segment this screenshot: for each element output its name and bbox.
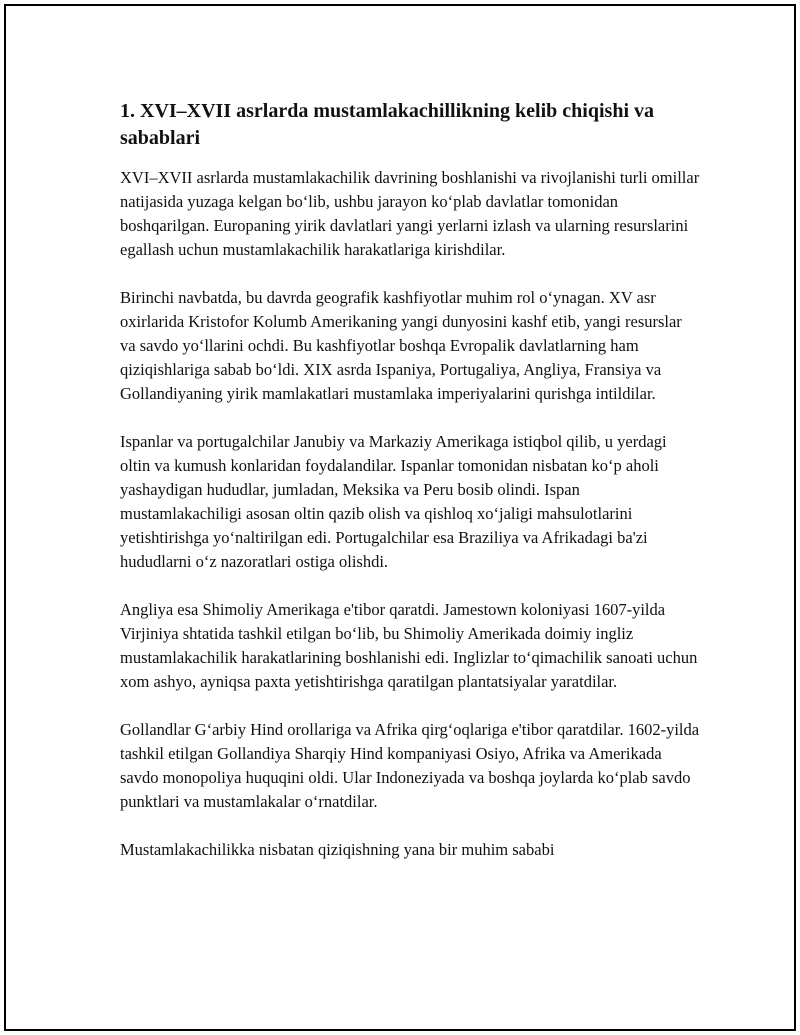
document-page	[4, 4, 796, 1031]
paragraph-6: Mustamlakachilikka nisbatan qiziqishning yana bir muhim sababi	[120, 840, 555, 859]
paragraph-1: XVI–XVII asrlarda mustamlakachilik davrining boshlanishi va rivojlanishi turli omillar natijasida yuzaga kelgan bo‘lib, ushbu jarayon ko‘plab davlatlar tomonidan boshqarilgan. Europaning yirik davlatlari yangi yerlarni izlash va ularning resurslarini egallash uchun mustamlakachilik harakatlariga kirishdilar.	[120, 168, 700, 259]
paragraph-4: Angliya esa Shimoliy Amerikaga e'tibor qaratdi. Jamestown koloniyasi 1607-yilda Virjiniya shtatida tashkil etilgan bo‘lib, bu Shimoliy Amerikada doimiy ingliz mustamlakachilik harakatlarining boshlanishi edi. Inglizlar to‘qimachilik sanoati uchun xom ashyo, ayniqsa paxta yetishtirishga qaratilgan plantatsiyalar yaratdilar.	[120, 600, 698, 691]
document-content	[120, 98, 700, 886]
paragraph-5: Gollandlar G‘arbiy Hind orollariga va Afrika qirg‘oqlariga e'tibor qaratdilar. 1602-yilda tashkil etilgan Gollandiya Sharqiy Hind kompaniyasi Osiyo, Afrika va Amerikada savdo monopoliya huquqini oldi. Ular Indoneziyada va boshqa joylarda ko‘plab savdo punktlari va mustamlakalar o‘rnatdilar.	[120, 720, 700, 811]
paragraph-3: Ispanlar va portugalchilar Janubiy va Markaziy Amerikaga istiqbol qilib, u yerdagi oltin va kumush konlaridan foydalandilar. Ispanlar tomonidan nisbatan ko‘p aholi yashaydigan hududlar, jumladan, Meksika va Peru bosib olindi. Ispan mustamlakachiligi asosan oltin qazib olish va qishloq xo‘jaligi mahsulotlarini yetishtirishga yo‘naltirilgan edi. Portugalchilar esa Braziliya va Afrikadagi ba'zi hududlarni o‘z nazoratlari ostiga olishdi.	[120, 432, 667, 571]
paragraph-2: Birinchi navbatda, bu davrda geografik kashfiyotlar muhim rol o‘ynagan. XV asr oxirlarida Kristofor Kolumb Amerikaning yangi dunyosini kashf etib, yangi resurslar va savdo yo‘llarini ochdi. Bu kashfiyotlar boshqa Evropalik davlatlarning ham qiziqishlariga sabab bo‘ldi. XIX asrda Ispaniya, Portugaliya, Angliya, Fransiya va Gollandiyaning yirik mamlakatlari mustamlaka imperiyalarini qurishga intildilar.	[120, 288, 682, 403]
section-heading: 1. XVI–XVII asrlarda mustamlakachillikning kelib chiqishi va sabablari	[120, 100, 654, 149]
